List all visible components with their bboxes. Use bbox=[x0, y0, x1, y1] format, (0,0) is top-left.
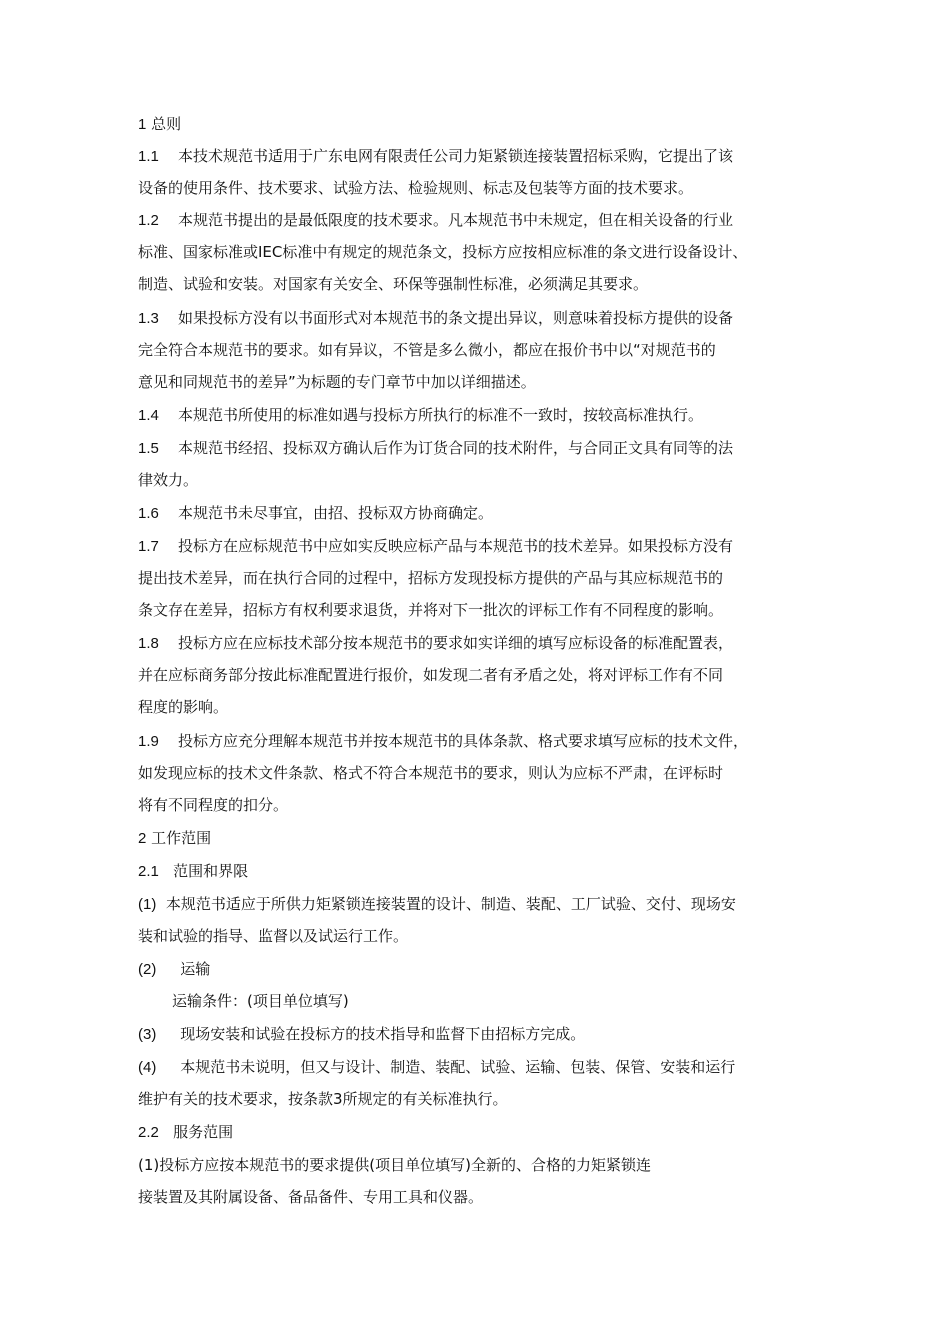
paragraph-4-line-1: (4) 本规范书未说明，但又与设计、制造、装配、试验、运输、包装、保管、安装和运行 bbox=[138, 1058, 736, 1076]
clause-1-7-line-1: 1.7 投标方在应标规范书中应如实反映应标产品与本规范书的技术差异。如果投标方没有 bbox=[138, 537, 733, 555]
subsection-2-1-heading: 2.1 范围和界限 bbox=[138, 862, 249, 880]
paragraph-4-line-2: 维护有关的技术要求，按条款3所规定的有关标准执行。 bbox=[138, 1090, 508, 1108]
clause-1-4-line-1: 1.4 本规范书所使用的标准如遇与投标方所执行的标准不一致时，按较高标准执行。 bbox=[138, 406, 703, 424]
paragraph-5-line-1: (1)投标方应按本规范书的要求提供(项目单位填写)全新的、合格的力矩紧锁连 bbox=[138, 1156, 651, 1174]
clause-1-9-line-2: 如发现应标的技术文件条款、格式不符合本规范书的要求，则认为应标不严肃，在评标时 bbox=[138, 764, 724, 782]
clause-1-6-line-1: 1.6 本规范书未尽事宜，由招、投标双方协商确定。 bbox=[138, 504, 493, 522]
clause-1-8-line-1: 1.8 投标方应在应标技术部分按本规范书的要求如实详细的填写应标设备的标准配置表， bbox=[138, 634, 733, 652]
clause-1-2-line-1: 1.2 本规范书提出的是最低限度的技术要求。凡本规范书中未规定，但在相关设备的行业 bbox=[138, 211, 733, 229]
clause-1-3-line-2: 完全符合本规范书的要求。如有异议，不管是多么微小，都应在报价书中以“对规范书的 bbox=[138, 341, 716, 359]
paragraph-2-sub: 运输条件：(项目单位填写) bbox=[172, 992, 349, 1010]
clause-1-9-line-3: 将有不同程度的扣分。 bbox=[138, 796, 289, 814]
clause-1-8-line-2: 并在应标商务部分按此标准配置进行报价，如发现二者有矛盾之处，将对评标工作有不同 bbox=[138, 666, 724, 684]
clause-1-5-line-1: 1.5 本规范书经招、投标双方确认后作为订货合同的技术附件，与合同正文具有同等的法 bbox=[138, 439, 733, 457]
clause-1-3-line-1: 1.3 如果投标方没有以书面形式对本规范书的条文提出异议，则意味着投标方提供的设备 bbox=[138, 309, 733, 327]
clause-1-2-line-2: 标准、国家标准或IEC标准中有规定的规范条文，投标方应按相应标准的条文进行设备设计、 bbox=[138, 243, 748, 261]
subsection-2-2-heading: 2.2 服务范围 bbox=[138, 1123, 234, 1141]
clause-1-2-line-3: 制造、试验和安装。对国家有关安全、环保等强制性标准，必须满足其要求。 bbox=[138, 275, 649, 293]
clause-1-9-line-1: 1.9 投标方应充分理解本规范书并按本规范书的具体条款、格式要求填写应标的技术文件， bbox=[138, 732, 748, 750]
paragraph-1-line-1: (1) 本规范书适应于所供力矩紧锁连接装置的设计、制造、装配、工厂试验、交付、现场安 bbox=[138, 895, 736, 913]
clause-1-1-line-2: 设备的使用条件、技术要求、试验方法、检验规则、标志及包装等方面的技术要求。 bbox=[138, 179, 694, 197]
paragraph-5-line-2: 接装置及其附属设备、备品备件、专用工具和仪器。 bbox=[138, 1188, 484, 1206]
paragraph-2: (2) 运输 bbox=[138, 960, 211, 978]
clause-1-5-line-2: 律效力。 bbox=[138, 471, 199, 489]
paragraph-3: (3) 现场安装和试验在投标方的技术指导和监督下由招标方完成。 bbox=[138, 1025, 586, 1043]
clause-1-3-line-3: 意见和同规范书的差异”为标题的专门章节中加以详细描述。 bbox=[138, 373, 536, 391]
clause-1-7-line-2: 提出技术差异，而在执行合同的过程中，招标方发现投标方提供的产品与其应标规范书的 bbox=[138, 569, 724, 587]
section-2-heading: 2 工作范围 bbox=[138, 829, 212, 847]
section-1-heading: 1 总则 bbox=[138, 115, 182, 133]
clause-1-7-line-3: 条文存在差异，招标方有权利要求退货，并将对下一批次的评标工作有不同程度的影响。 bbox=[138, 601, 724, 619]
clause-1-1-line-1: 1.1 本技术规范书适用于广东电网有限责任公司力矩紧锁连接装置招标采购，它提出了该 bbox=[138, 147, 733, 165]
paragraph-1-line-2: 装和试验的指导、监督以及试运行工作。 bbox=[138, 927, 409, 945]
clause-1-8-line-3: 程度的影响。 bbox=[138, 698, 229, 716]
